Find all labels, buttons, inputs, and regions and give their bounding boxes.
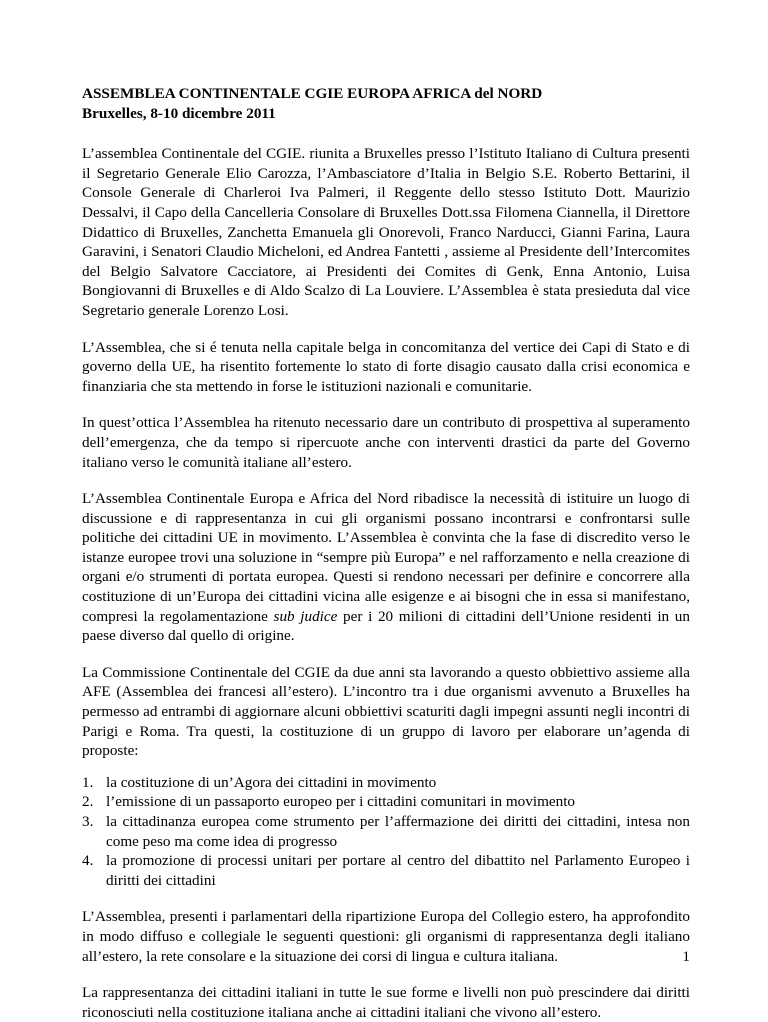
sub-judice-term: sub judice <box>273 607 338 625</box>
list-item-number: 1. <box>82 773 94 791</box>
list-item-number: 4. <box>82 852 94 870</box>
paragraph-europe-citizens <box>82 489 690 646</box>
paragraph-perspective: In quest’ottica l’Assemblea ha ritenuto necessario dare un contributo di prospettiva al superamento dell’emergenza, che da tempo si ripercuote anche con interventi drastici da parte del Governo italiano verso le comunità italiane all’estero. <box>82 414 690 471</box>
paragraph-europe-citizens-part1: L’Assemblea Continentale Europa e Africa del Nord ribadisce la necessità di istituire un luogo di discussione e di rappresentanza in cui gli organismi possano incontrarsi e confrontarsi sulle politiche dei cittadini UE in movimento. L’Assemblea è convinta che la fase di discredito verso le istanze europee trovi una soluzione in “sempre più Europa” e nel rafforzamento e nella creazione di organi e/o strumenti di portata europea. Questi si rendono necessari per definire e concorrere alla costituzione di un’Europa dei cittadini vicina alle esigenze e ai bisogni che in essa si manifestano, compresi la regolamentazione <box>82 490 690 625</box>
list-item <box>82 851 690 890</box>
proposals-list <box>82 773 690 891</box>
list-item <box>82 792 690 812</box>
list-item-text: l’emissione di un passaporto europeo per i cittadini comunitari in movimento <box>106 793 576 811</box>
document-page <box>82 84 690 1022</box>
paragraph-parliamentarians: L’Assemblea, presenti i parlamentari della ripartizione Europa del Collegio estero, ha approfondito in modo diffuso e collegiale le seguenti questioni: gli organismi di rappresentanza degli italiano all’estero, la rete consolare e la situazione dei corsi di lingua e cultura italiana. <box>82 908 690 965</box>
page-number: 1 <box>682 948 690 965</box>
list-item-text: la costituzione di un’Agora dei cittadini in movimento <box>106 773 437 791</box>
list-item-text: la promozione di processi unitari per portare al centro del dibattito nel Parlamento Europeo i diritti dei cittadini <box>106 852 690 889</box>
paragraph-commission-afe: La Commissione Continentale del CGIE da due anni sta lavorando a questo obbiettivo assieme alla AFE (Assemblea dei francesi all’estero). L’incontro tra i due organismi avvenuto a Bruxelles ha permesso ad entrambi di aggiornare alcuni obbiettivi scaturiti dagli impegni assunti negli incontri di Parigi e Roma. Tra questi, la costituzione di un gruppo di lavoro per elaborare un’agenda di proposte: <box>82 663 690 760</box>
list-item-number: 2. <box>82 793 94 811</box>
list-item <box>82 812 690 851</box>
paragraph-attendees: L’assemblea Continentale del CGIE. riunita a Bruxelles presso l’Istituto Italiano di Cultura presenti il Segretario Generale Elio Carozza, l’Ambasciatore d’Italia in Belgio S.E. Roberto Bettarini, il Console Generale di Charleroi Iva Palmeri, il Reggente dello stesso Istituto Dott. Maurizio Dessalvi, il Capo della Cancelleria Consolare di Bruxelles Dott.ssa Filomena Ciannella, il Direttore Didattico di Bruxelles, Zanchetta Emanuela gli Onorevoli, Franco Narducci, Gianni Farina, Laura Garavini, i Senatori Claudio Micheloni, ed Andrea Fantetti , assieme al Presidente dell’Intercomites del Belgio Salvatore Cacciatore, ai Presidenti dei Comites di Genk, Enna Antonio, Luisa Bongiovanni di Bruxelles e di Aldo Scalzo di La Louviere. L’Assemblea è stata presieduta dal vice Segretario generale Lorenzo Losi. <box>82 145 690 319</box>
paragraph-representation: La rappresentanza dei cittadini italiani in tutte le sue forme e livelli non può prescindere dai diritti riconosciuti nella costituzione italiana anche ai cittadini italiani che vivono all’estero. <box>82 984 690 1021</box>
paragraph-europe-citizens-part2: per i 20 milioni di cittadini dell’Unione residenti in un paese diverso dal quello di origine. <box>82 607 690 645</box>
paragraph-summit-context: L’Assemblea, che si é tenuta nella capitale belga in concomitanza del vertice dei Capi di Stato e di governo della UE, ha risentito fortemente lo stato di forte disagio causato dalla crisi economica e finanziaria che sta mettendo in forse le istituzioni nazionali e comunitarie. <box>82 338 690 395</box>
document-title: ASSEMBLEA CONTINENTALE CGIE EUROPA AFRICA del NORD <box>82 85 543 102</box>
document-subtitle: Bruxelles, 8-10 dicembre 2011 <box>82 104 276 122</box>
list-item-text: la cittadinanza europea come strumento per l’affermazione dei diritti dei cittadini, intesa non come peso ma come idea di progresso <box>106 813 690 850</box>
list-item <box>82 773 690 793</box>
list-item-number: 3. <box>82 813 94 830</box>
